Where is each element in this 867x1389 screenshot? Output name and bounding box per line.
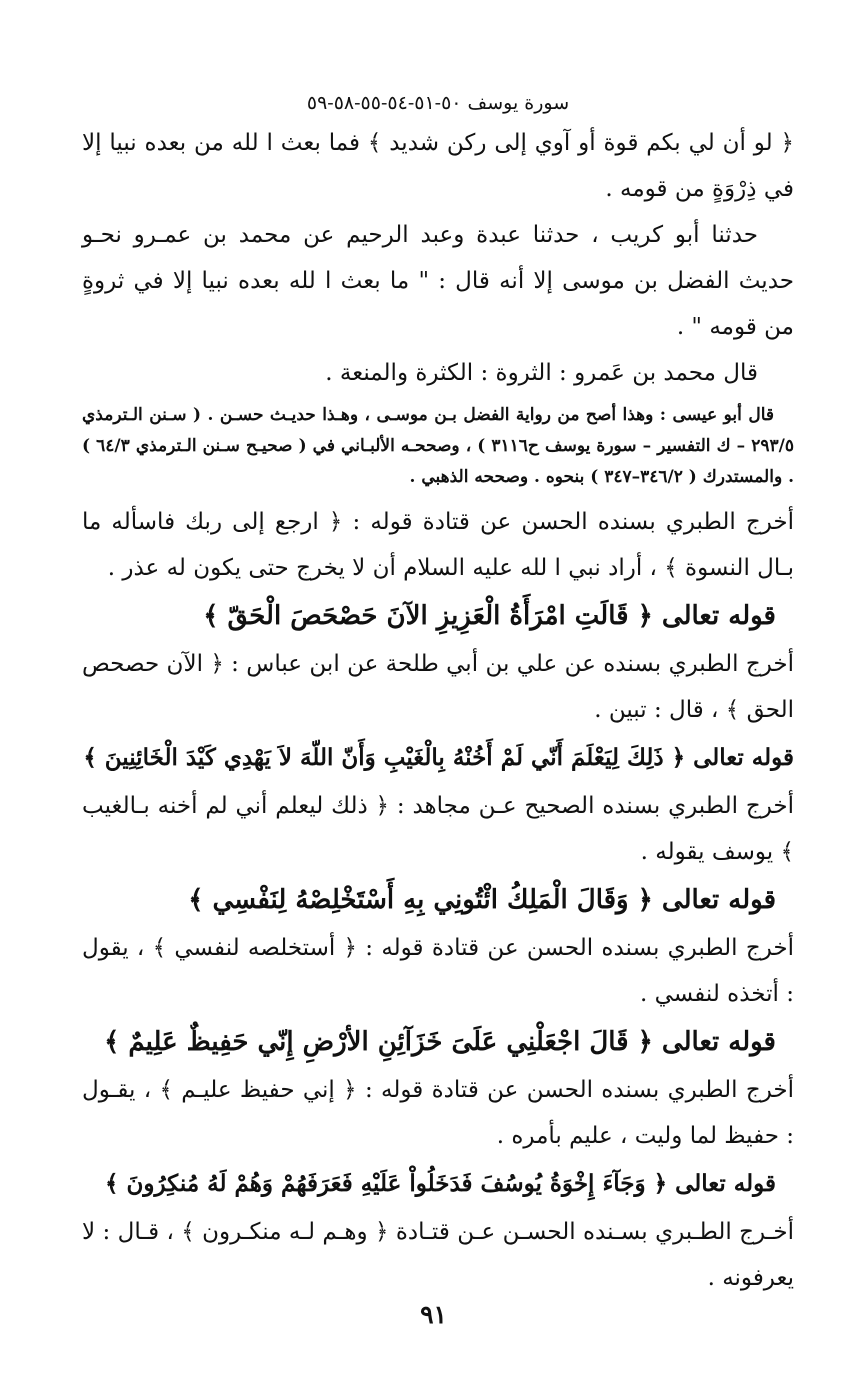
paragraph-qatada-hafiz: أخرج الطبري بسنده الحسن عن قتادة قوله : ﴿ إني حفيظ عليـم ﴾ ، يقـول : حفيظ لما وليت ، عليم بأمره . [82, 1077, 794, 1149]
heading-verse-55: قوله تعالى ﴿ قَالَ اجْعَلْنِي عَلَىَ خَزَآئِنِ الأرْضِ إِنّي حَفِيظٌ عَلِيمٌ ﴾ [104, 1027, 776, 1057]
paragraph-qatada-return: أخرج الطبري بسنده الحسن عن قتادة قوله : ﴿ ارجع إلى ربك فاسأله ما بـال النسوة ﴾ ، أراد نبي ا لله عليه السلام أن لا يخرج حتى يكون له عذر . [82, 509, 794, 581]
footnote-tirmidhi: قال أبو عيسى : وهذا أصح من رواية الفضل بـن موسـى ، وهـذا حديـث حسـن . ( سـنن الـترمذي ٢٩٣/٥ – ك التفسير – سورة يوسف ح٣١١٦ ) ، وصححـه الألبـاني في ( صحيـح سـنن الـترمذي ٦٤/٣ ) . والمستدرك ( ٣٤٦/٢–٣٤٧ ) بنحوه . وصححه الذهبي . [82, 405, 794, 487]
paragraph-hadith-end: ﴿ لو أن لي بكم قوة أو آوي إلى ركن شديد ﴾ فما بعث ا لله من بعده نبيا إلا في ذِرْوَةٍ من قومه . [82, 130, 794, 202]
paragraph-tharwa-definition: قال محمد بن عَمرو : الثروة : الكثرة والمنعة . [325, 360, 758, 386]
heading-verse-58: قوله تعالى ﴿ وَجَآءَ إِخْوَةُ يُوسُفَ فَدَخَلُواْ عَلَيْهِ فَعَرَفَهُمْ وَهُمْ لَهُ مُنكِرُونَ ﴾ [105, 1170, 776, 1197]
paragraph-ibn-abbas: أخرج الطبري بسنده عن علي بن أبي طلحة عن ابن عباس : ﴿ الآن حصحص الحق ﴾ ، قال : تبين . [82, 651, 794, 723]
running-header: سورة يوسف ٥٠-٥١-٥٤-٥٥-٥٨-٥٩ [306, 92, 570, 114]
heading-verse-52: قوله تعالى ﴿ ذَلِكَ لِيَعْلَمَ أَنّي لَمْ أَخُنْهُ بِالْغَيْبِ وَأَنّ اللّهَ لاَ يَهْدِي كَيْدَ الْخَائِنِينَ ﴾ [83, 744, 794, 771]
page-number: ٩١ [420, 1300, 447, 1329]
paragraph-mujahid: أخرج الطبري بسنده الصحيح عـن مجاهد : ﴿ ذلك ليعلم أني لم أخنه بـالغيب ﴾ يوسف يقوله . [82, 793, 794, 865]
paragraph-qatada-istakhlis: أخرج الطبري بسنده الحسن عن قتادة قوله : ﴿ أستخلصه لنفسي ﴾ ، يقول : أتخذه لنفسي . [82, 935, 794, 1007]
paragraph-abu-kurayb: حدثنا أبو كريب ، حدثنا عبدة وعبد الرحيم عن محمد بن عمـرو نحـو حديث الفضل بن موسى إلا أنه قال : " ما بعث ا لله بعده نبيا إلا في ثروةٍ من قومه " . [82, 222, 794, 340]
page-body [82, 92, 794, 1301]
heading-verse-51: قوله تعالى ﴿ قَالَتِ امْرَأَةُ الْعَزِيزِ الآنَ حَصْحَصَ الْحَقّ ﴾ [203, 601, 776, 631]
heading-verse-54: قوله تعالى ﴿ وَقَالَ الْمَلِكُ ائْتُونِي بِهِ أَسْتَخْلِصْهُ لِنَفْسِي ﴾ [188, 885, 776, 915]
paragraph-qatada-munkirun: أخـرج الطـبري بسـنده الحسـن عـن قتـادة ﴿ وهـم لـه منكـرون ﴾ ، قـال : لا يعرفونه . [82, 1219, 794, 1291]
